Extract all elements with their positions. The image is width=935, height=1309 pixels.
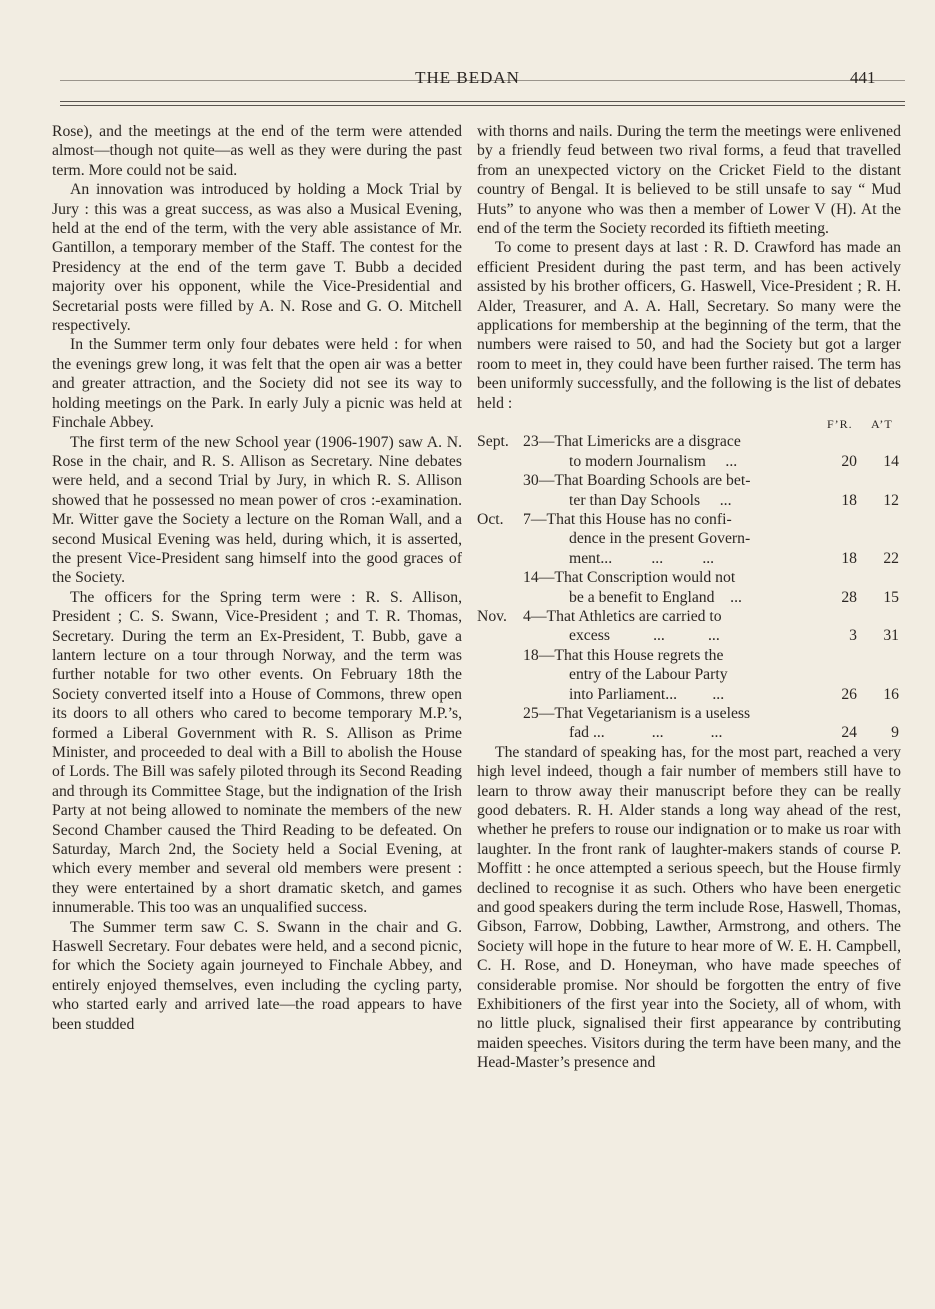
debate-line <box>477 626 901 645</box>
debate-motion-text: excess ... ... <box>569 627 720 645</box>
paragraph: The Summer term saw C. S. Swann in the chair and G. Haswell Secretary. Four debates were held, and a second picnic, for which the Society again journeyed to Finchale Abbey, and entirely enjoyed themselves, even including the cycling party, who started early and arrived late—the road appears to have been studded <box>52 918 462 1033</box>
votes-for: 20 <box>841 452 857 470</box>
debate-line <box>477 491 901 510</box>
debate-line <box>477 432 901 451</box>
debate-line <box>477 568 901 587</box>
debate-month: Nov. <box>477 608 507 625</box>
debate-month: Sept. <box>477 433 509 451</box>
debates-table-header <box>477 413 901 432</box>
votes-against: 16 <box>883 685 899 703</box>
debate-line <box>477 665 901 684</box>
debate-motion-text: 14—That Conscription would not <box>523 569 736 587</box>
paragraph: To come to present days at last : R. D. Crawford has made an efficient President during the past term, and has been actively assisted by his brother officers, G. Haswell, Vice-President ; R. H. Alder, Treasurer, and A. A. Hall, Secretary. So many were the applications for membership at the beginning of the term, that the numbers were raised to 50, and had the Society but got a larger room to meet in, they could have been further raised. The term has been uniformly successfully, and the following is the list of debates held : <box>477 239 901 412</box>
debate-motion-text: 18—That this House regrets the <box>523 646 724 664</box>
page-number: 441 <box>850 68 876 87</box>
debate-motion-text: ment... ... ... <box>569 549 715 567</box>
votes-for: 26 <box>841 685 857 703</box>
debate-line <box>477 646 901 665</box>
header-rule-bottom <box>60 105 905 106</box>
debate-entry <box>477 607 901 646</box>
debate-line <box>477 452 901 471</box>
votes-against: 15 <box>883 588 899 606</box>
debate-motion-text: into Parliament... ... <box>569 685 725 703</box>
debate-motion-text: fad ... ... ... <box>569 724 723 742</box>
paragraph: The officers for the Spring term were : R. S. Allison, President ; C. S. Swann, Vice-President ; and T. R. Thomas, Secretary. During the term an Ex-President, T. Bubb, gave a lantern lecture on a tour through Norway, and the term was further notable for two other events. On February 18th the Society converted itself into a House of Commons, threw open its doors to all others who cared to become temporary M.P.’s, formed a Liberal Government with R. S. Allison as Prime Minister, and proceeded to deal with a Bill to abolish the House of Lords. The Bill was safely piloted through its Second Reading and through its Committee Stage, but the indignation of the Irish Party at not being allowed to nominate the members of the new Second Chamber caused the Third Reading to be defeated. On Saturday, March 2nd, the Society held a Social Evening, at which every member and several old members were present : they were entertained by a short dramatic sketch, and games innumerable. This too was an unqualified success. <box>52 588 462 917</box>
votes-for: 18 <box>841 491 857 509</box>
left-column <box>52 122 462 1034</box>
debate-motion-text: ter than Day Schools ... <box>569 491 732 509</box>
header-rule-top <box>60 101 905 102</box>
debate-motion-text: to modern Journalism ... <box>569 452 738 470</box>
votes-against: 31 <box>883 627 899 645</box>
debate-month: Oct. <box>477 511 504 529</box>
debate-entry <box>477 510 901 568</box>
debate-line <box>477 471 901 490</box>
debate-line <box>477 607 901 626</box>
votes-against: 12 <box>883 491 899 509</box>
votes-against: 9 <box>891 724 899 742</box>
paragraph: with thorns and nails. During the term the meetings were enlivened by a friendly feud between two rival forms, a feud that travelled from an unexpected victory on the Cricket Field to the distant country of Bengal. It is believed to be still unsafe to say “ Mud Huts” to anyone who was then a member of Lower V (H). At the end of the term the Society recorded its fiftieth meeting. <box>477 123 901 238</box>
paragraph: An innovation was introduced by holding a Mock Trial by Jury : this was a great success, as was also a Musical Evening, held at the end of the term, with the very able assistance of Mr. Gantillon, a temporary member of the Staff. The contest for the Presidency at the end of the term gave T. Bubb a decided majority over his opponent, while the Vice-Presidential and Secretarial posts were filled by A. N. Rose and G. O. Mitchell respectively. <box>52 181 462 335</box>
debate-motion-text: 23—That Limericks are a disgrace <box>523 433 741 451</box>
paragraph: Rose), and the meetings at the end of the term were attended almost—though not quite—as well as they were during the past term. More could not be said. <box>52 123 462 179</box>
debate-motion-text: be a benefit to England ... <box>569 588 742 606</box>
debate-line <box>477 704 901 723</box>
page-title: THE BEDAN <box>415 68 520 87</box>
right-column <box>477 122 901 1073</box>
debate-line <box>477 685 901 704</box>
debate-line <box>477 588 901 607</box>
debate-entry <box>477 646 901 704</box>
debate-entry <box>477 568 901 607</box>
debate-motion-text: dence in the present Govern- <box>569 530 751 548</box>
votes-for: 3 <box>849 627 857 645</box>
debate-motion-text: entry of the Labour Party <box>569 666 728 684</box>
column-header-for: F’R. <box>827 417 853 432</box>
debate-entry <box>477 704 901 743</box>
votes-for: 28 <box>841 588 857 606</box>
debate-motion-text: 30—That Boarding Schools are bet- <box>523 472 751 490</box>
debates-table <box>477 413 901 743</box>
debate-motion-text: 4—That Athletics are carried to <box>523 608 722 625</box>
debate-line <box>477 529 901 548</box>
votes-for: 24 <box>841 724 857 742</box>
votes-against: 14 <box>883 452 899 470</box>
debate-line <box>477 549 901 568</box>
debate-line <box>477 510 901 529</box>
debate-entry <box>477 471 901 510</box>
votes-for: 18 <box>841 549 857 567</box>
debate-motion-text: 25—That Vegetarianism is a useless <box>523 704 751 722</box>
votes-against: 22 <box>883 549 899 567</box>
paragraph: The standard of speaking has, for the most part, reached a very high level indeed, though a fair number of members still have to learn to throw away their manuscript before they can be really good debaters. R. H. Alder stands a long way ahead of the rest, whether he prefers to rouse our indignation or to make us roar with laughter. In the front rank of laughter-makers stands of course P. Moffitt : he once attempted a serious speech, but the House firmly declined to recognise it as such. Others who have been energetic and good speakers during the term include Rose, Haswell, Thomas, Gibson, Farrow, Dobbing, Lawther, Armstrong, and others. The Society will hope in the future to hear more of W. E. H. Campbell, C. H. Rose, and D. Honeyman, who have made speeches of considerable promise. Nor should be forgotten the entry of five Exhibitioners of the first year into the Society, all of whom, with no little pluck, signalised their first appearance by contributing maiden speeches. Visitors during the term have been many, and the Head-Master’s presence and <box>477 743 901 1072</box>
column-header-against: A’T <box>871 417 893 432</box>
debate-line <box>477 723 901 742</box>
paragraph: In the Summer term only four debates were held : for when the evenings grew long, it was felt that the open air was a better and greater attraction, and the Society did not see its way to holding meetings on the Park. In early July a picnic was held at Finchale Abbey. <box>52 336 462 432</box>
paragraph: The first term of the new School year (1906-1907) saw A. N. Rose in the chair, and R. S. Allison as Secretary. Nine debates were held, and a second Trial by Jury, in which R. S. Allison showed that he possessed no mean power of cros :-examination. Mr. Witter gave the Society a lecture on the Roman Wall, and a second Musical Evening was held, during which, it is asserted, the present Vice-President sang himself into the good graces of the Society. <box>52 433 462 587</box>
debate-motion-text: 7—That this House has no confi- <box>523 511 732 529</box>
debate-entry <box>477 432 901 471</box>
